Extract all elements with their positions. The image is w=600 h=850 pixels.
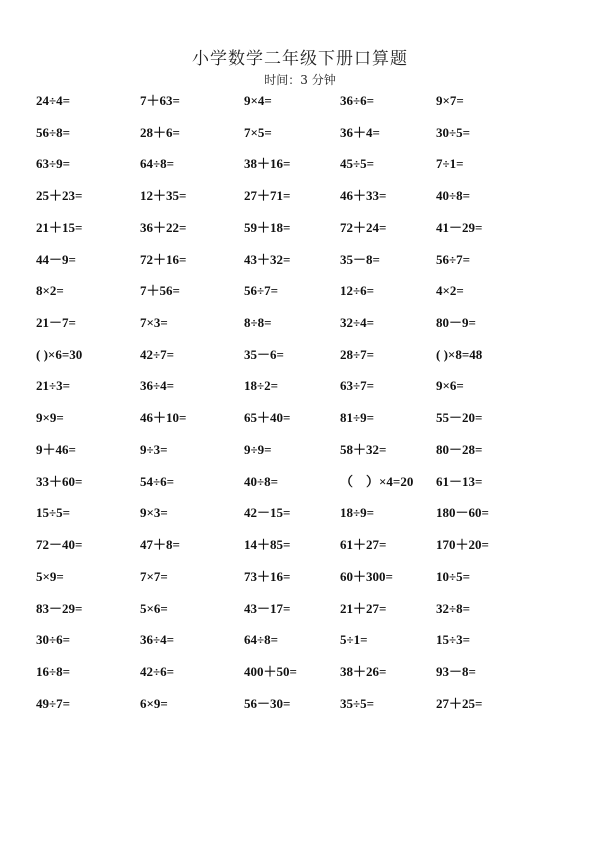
problem-item: 9÷9= [244,441,272,457]
problem-item: 44－9= [36,251,76,267]
problem-item: 56－30= [244,695,291,711]
problem-item: 81÷9= [340,410,375,426]
problem-item: 8×2= [36,283,64,299]
problem-item: 7＋63= [140,93,180,108]
problem-item: 61＋27= [340,537,387,553]
problem-item: 63÷7= [340,378,375,394]
problem-item: 42－15= [244,505,291,521]
problem-item: 7＋56= [140,283,180,299]
problem-item: 36÷4= [140,378,175,394]
problem-row [0,377,600,409]
problem-item: 21÷3= [36,378,71,394]
problem-item: 38＋16= [244,156,291,172]
problem-item: 36＋22= [140,219,187,235]
problem-item: 25＋23= [36,188,83,204]
problem-item: 80－28= [436,441,483,457]
page-title: 小学数学二年级下册口算题 [192,49,408,69]
problem-item: 46＋10= [140,410,187,426]
problem-row [0,92,600,124]
problem-item: 14＋85= [244,537,291,553]
problem-item: 36÷4= [140,632,175,648]
problem-item: 35－6= [244,346,284,362]
problem-item: 33＋60= [36,473,83,489]
problem-item: 9×4= [244,93,272,108]
problem-row [0,282,600,314]
problem-item: 400＋50= [244,663,297,679]
problem-row [0,568,600,600]
problem-item: 55－20= [436,410,483,426]
problem-item: 60＋300= [340,568,393,584]
problem-item: 9×9= [36,410,64,426]
problem-item: 7÷1= [436,156,464,172]
problem-item: 21＋15= [36,219,83,235]
problem-item: 9＋46= [36,441,76,457]
problem-item: 170＋20= [436,537,489,553]
problem-item: 16÷8= [36,663,71,679]
problem-item: 72－40= [36,537,83,553]
problem-item: 9×3= [140,505,168,521]
problem-item: 8÷8= [244,315,272,331]
problem-item: 40÷8= [244,473,279,489]
problem-item: ( )×6=30 [36,346,83,362]
problem-item: 47＋8= [140,537,180,553]
problem-item: 28÷7= [340,346,375,362]
problem-item: ( )×8=48 [436,346,483,362]
problem-item: 30÷5= [436,124,471,140]
problem-item: 64÷8= [140,156,175,172]
problem-item: 46＋33= [340,188,387,204]
problem-row [0,504,600,536]
problem-item: 40÷8= [436,188,471,204]
problem-item: 45÷5= [340,156,375,172]
problem-item: 30÷6= [36,632,71,648]
problem-item: 7×7= [140,568,168,584]
problem-row [0,251,600,283]
problem-item: 58＋32= [340,441,387,457]
problem-item: 61－13= [436,473,483,489]
problem-item: 56÷8= [36,124,71,140]
problem-item: 43＋32= [244,251,291,267]
problem-item: 65＋40= [244,410,291,426]
problem-item: 59＋18= [244,219,291,235]
problem-row [0,663,600,695]
problem-row [0,473,600,505]
problem-item: 15÷5= [36,505,71,521]
problem-item: 83－29= [36,600,83,616]
problem-item: 49÷7= [36,695,71,711]
problem-row [0,187,600,219]
problem-item: 73＋16= [244,568,291,584]
problem-item: 56÷7= [244,283,279,299]
problem-row [0,155,600,187]
problem-row [0,314,600,346]
problem-item: 21＋27= [340,600,387,616]
problem-item: 12＋35= [140,188,187,204]
problem-item: 180－60= [436,505,489,521]
problem-item: 6×9= [140,695,168,711]
problem-grid [0,92,600,726]
time-limit: 时间：3 分钟 [264,73,336,87]
problem-row [0,631,600,663]
problem-item: 7×5= [244,124,272,140]
problem-item: 9×7= [436,93,464,108]
problem-item: 28＋6= [140,124,180,140]
problem-item: 5×6= [140,600,168,616]
problem-item: 18÷2= [244,378,279,394]
problem-item: 42÷6= [140,663,175,679]
problem-item: 32÷4= [340,315,375,331]
problem-item: 21－7= [36,315,76,331]
problem-item: 64÷8= [244,632,279,648]
problem-item: 41－29= [436,219,483,235]
problem-item: 38＋26= [340,663,387,679]
problem-item: 5÷1= [340,632,368,648]
problem-item: 5×9= [36,568,64,584]
problem-row [0,219,600,251]
problem-row [0,409,600,441]
problem-item: 27＋71= [244,188,291,204]
problem-item: 54÷6= [140,473,175,489]
problem-row [0,346,600,378]
problem-item: 18÷9= [340,505,375,521]
problem-item: 63÷9= [36,156,71,172]
problem-row [0,600,600,632]
problem-item: 72＋16= [140,251,187,267]
problem-item: 42÷7= [140,346,175,362]
problem-row [0,695,600,727]
problem-item: 27＋25= [436,695,483,711]
problem-item: 43－17= [244,600,291,616]
problem-item: 7×3= [140,315,168,331]
problem-row [0,536,600,568]
problem-item: 32÷8= [436,600,471,616]
problem-row [0,441,600,473]
problem-item: 36＋4= [340,124,380,140]
problem-item: 12÷6= [340,283,375,299]
problem-item: （ ）×4=20 [340,473,414,489]
problem-item: 80－9= [436,315,476,331]
problem-item: 9×6= [436,378,464,394]
problem-item: 35÷5= [340,695,375,711]
problem-item: 72＋24= [340,219,387,235]
problem-item: 24÷4= [36,93,71,108]
problem-item: 36÷6= [340,93,375,108]
problem-item: 35－8= [340,251,380,267]
problem-item: 93－8= [436,663,476,679]
problem-item: 4×2= [436,283,464,299]
problem-item: 10÷5= [436,568,471,584]
problem-row [0,124,600,156]
problem-item: 56÷7= [436,251,471,267]
problem-item: 15÷3= [436,632,471,648]
problem-item: 9÷3= [140,441,168,457]
